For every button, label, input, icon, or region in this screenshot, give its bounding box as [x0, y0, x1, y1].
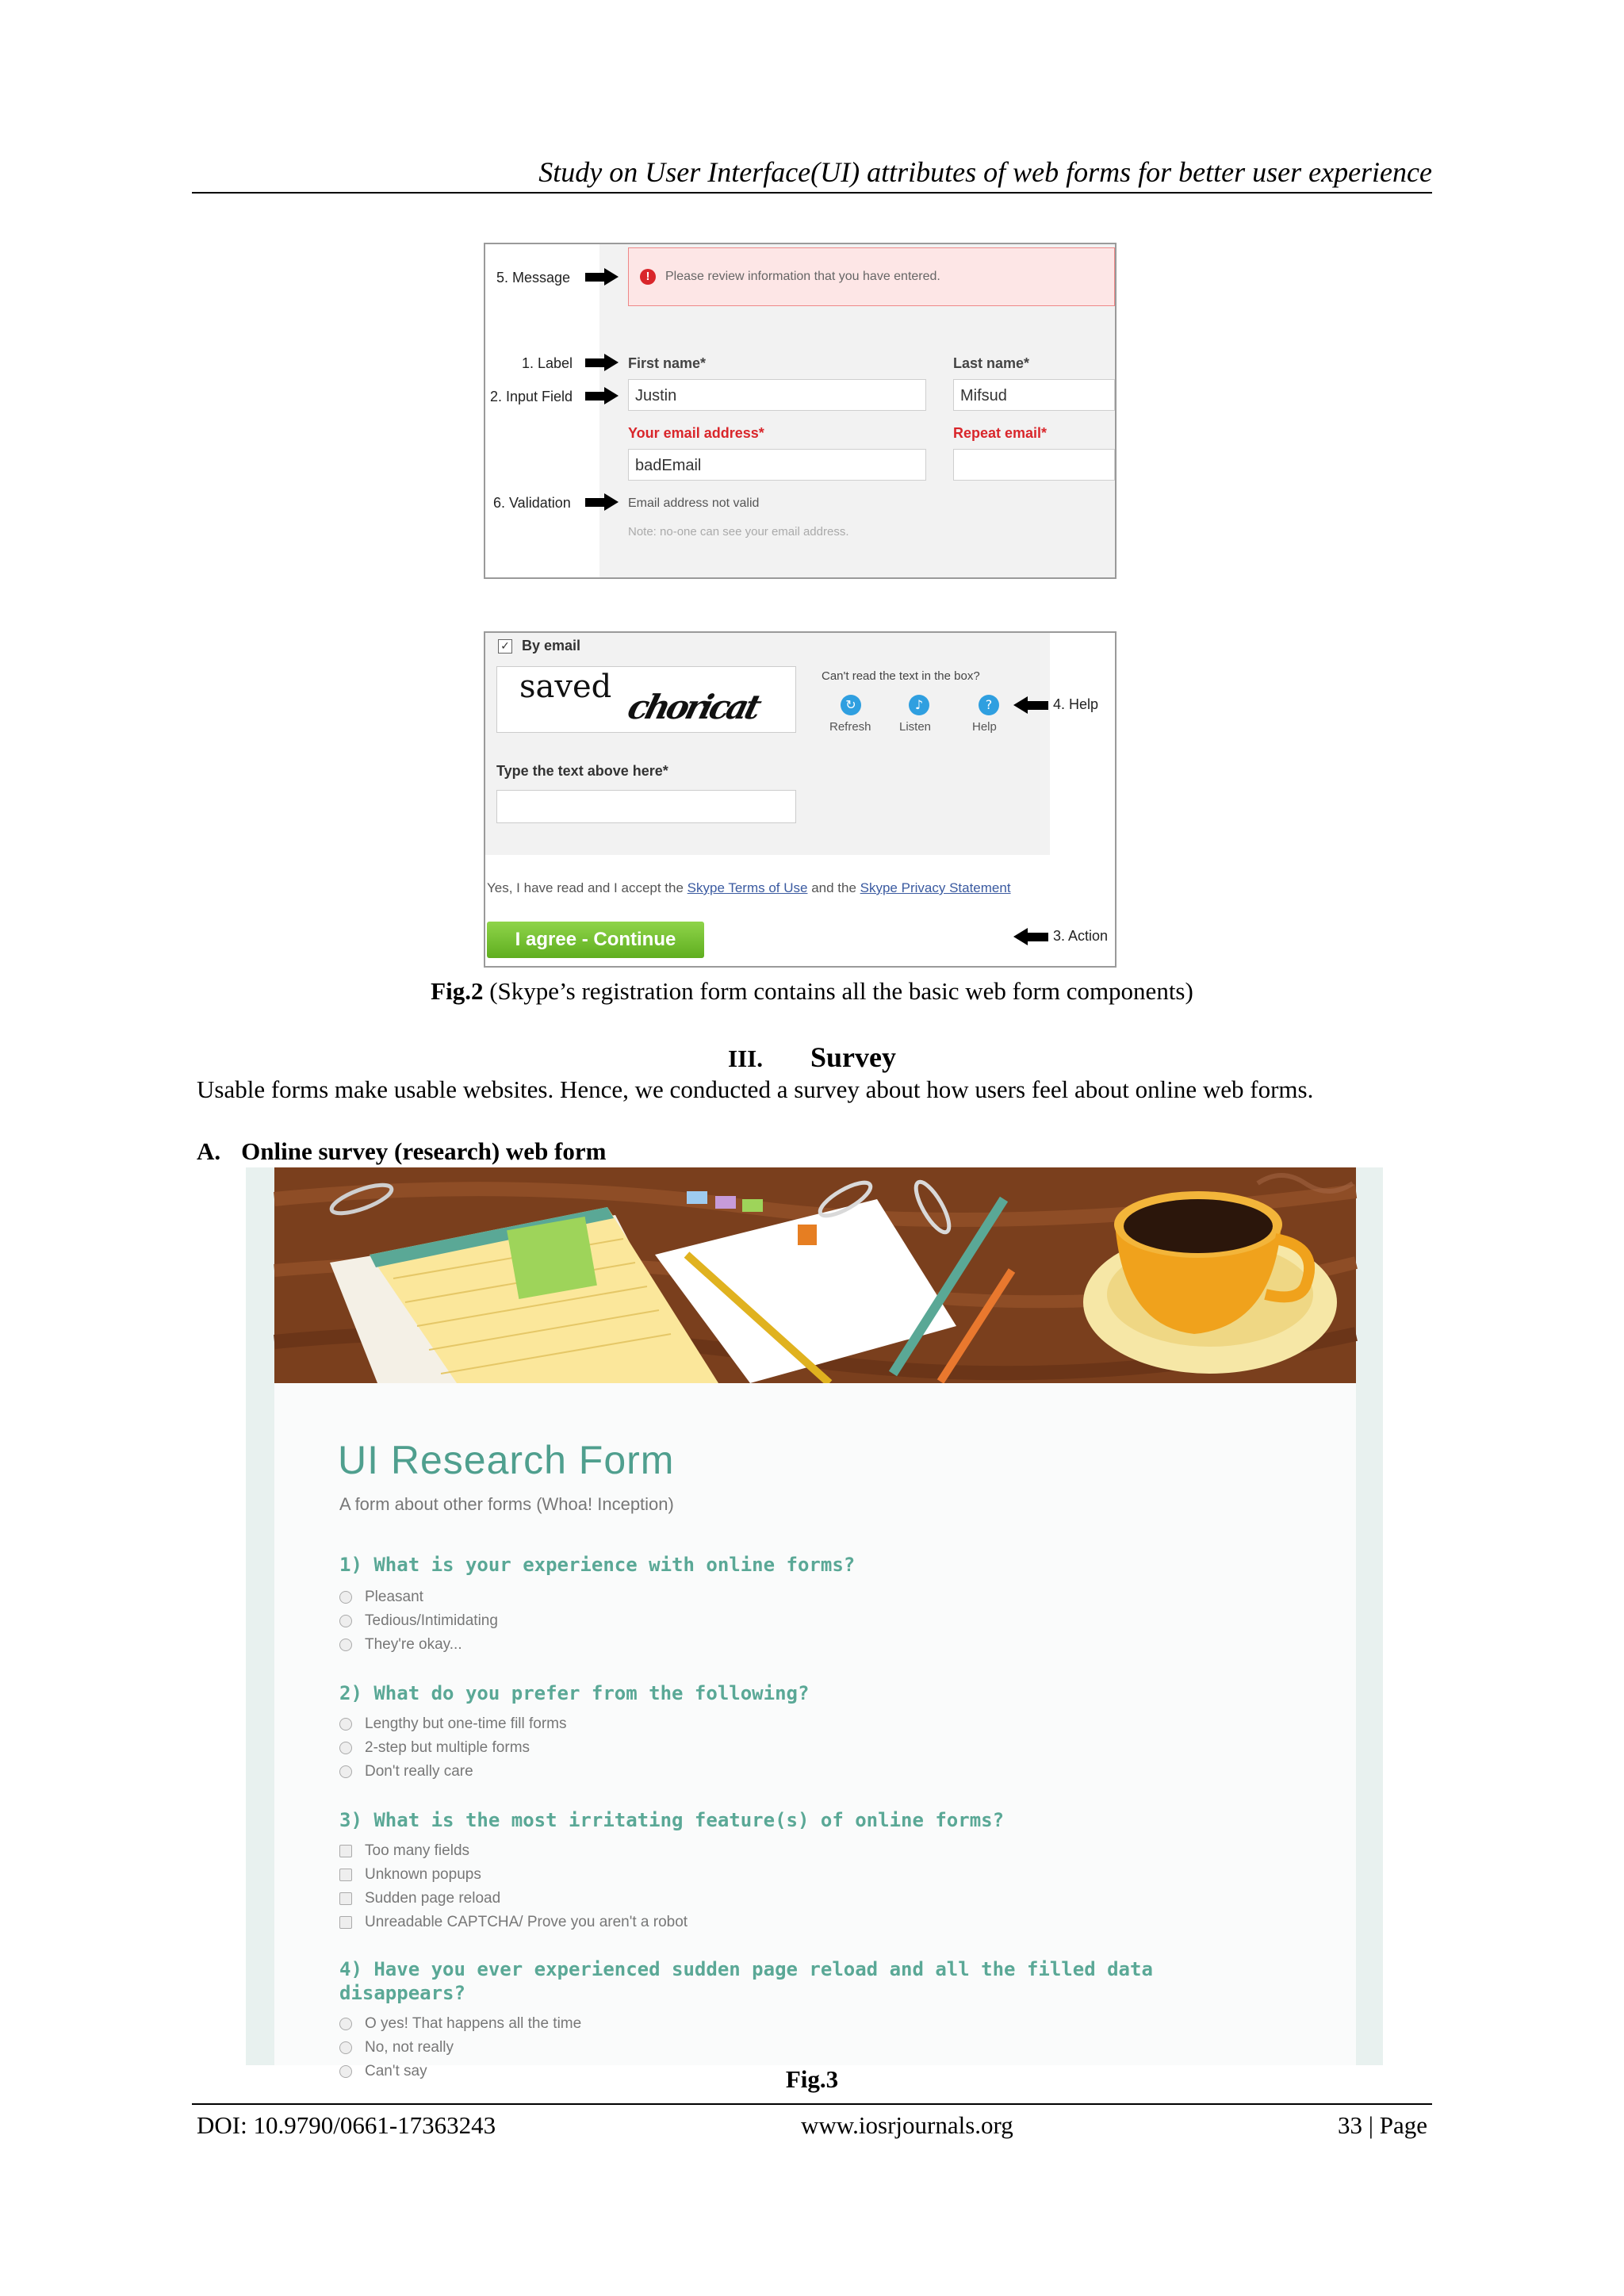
footer-doi: DOI: 10.9790/0661-17363243: [197, 2111, 496, 2139]
email-note: Note: no-one can see your email address.: [628, 525, 849, 539]
radio-button[interactable]: [339, 1591, 352, 1604]
last-name-input[interactable]: Mifsud: [953, 379, 1115, 411]
question-2: 2) What do you prefer from the following?: [339, 1682, 810, 1704]
by-email-checkbox[interactable]: ✓: [498, 639, 512, 654]
option-row[interactable]: Unreadable CAPTCHA/ Prove you aren't a robot: [339, 1911, 688, 1934]
email-input[interactable]: badEmail: [628, 449, 926, 481]
header-rule: [192, 192, 1432, 194]
refresh-label: Refresh: [829, 720, 871, 734]
fig2-form-screenshot-bottom: [484, 631, 1116, 968]
help-label: Help: [972, 720, 997, 734]
question-3: 3) What is the most irritating feature(s) of online forms?: [339, 1809, 1005, 1831]
form-subtitle: A form about other forms (Whoa! Inception): [339, 1494, 674, 1514]
form-title: UI Research Form: [338, 1438, 675, 1482]
listen-label: Listen: [899, 720, 932, 734]
option-row[interactable]: Tedious/Intimidating: [339, 1610, 498, 1632]
checkbox[interactable]: [339, 1845, 352, 1857]
captcha-word-2: choricat: [623, 688, 763, 726]
terms-link[interactable]: Skype Terms of Use: [687, 880, 808, 895]
help-icon[interactable]: ?: [979, 695, 999, 715]
email-label: Your email address*: [628, 425, 764, 441]
error-message-text: Please review information that you have entered.: [665, 270, 940, 283]
option-row[interactable]: Can't say: [339, 2060, 427, 2083]
last-name-label: Last name*: [953, 355, 1030, 371]
fig2-caption: Fig.2 (Skype’s registration form contains all the basic web form components): [431, 977, 1193, 1005]
callout-label: 1. Label: [522, 355, 573, 371]
radio-button[interactable]: [339, 1615, 352, 1627]
arrow-right-icon: [585, 493, 620, 511]
running-header: Study on User Interface(UI) attributes of web forms for better user experience: [538, 156, 1432, 188]
checkbox[interactable]: [339, 1892, 352, 1905]
arrow-left-icon: [1013, 928, 1048, 945]
checkbox[interactable]: [339, 1916, 352, 1929]
callout-validation: 6. Validation: [493, 495, 571, 511]
option-row[interactable]: Pleasant: [339, 1586, 423, 1608]
arrow-left-icon: [1013, 696, 1048, 714]
captcha-input[interactable]: [496, 790, 796, 823]
radio-button[interactable]: [339, 1639, 352, 1651]
fig3-caption: Fig.3: [785, 2065, 839, 2093]
fig2-form-screenshot-top: [484, 243, 1116, 579]
option-row[interactable]: 2-step but multiple forms: [339, 1737, 530, 1759]
callout-message: 5. Message: [496, 270, 571, 286]
validation-text: Email address not valid: [628, 496, 760, 510]
option-row[interactable]: Lengthy but one-time fill forms: [339, 1713, 567, 1735]
radio-button[interactable]: [339, 1718, 352, 1731]
option-row[interactable]: Too many fields: [339, 1840, 469, 1862]
arrow-right-icon: [585, 387, 620, 404]
callout-action: 3. Action: [1053, 928, 1109, 944]
alert-icon: !: [640, 269, 656, 285]
first-name-input[interactable]: Justin: [628, 379, 926, 411]
option-row[interactable]: O yes! That happens all the time: [339, 2013, 581, 2035]
radio-button[interactable]: [339, 2041, 352, 2054]
captcha-image: [496, 666, 796, 733]
survey-paragraph: Usable forms make usable websites. Hence, we conducted a survey about how users feel about online web forms.: [197, 1075, 1314, 1103]
footer-website: www.iosrjournals.org: [801, 2111, 1013, 2139]
radio-button[interactable]: [339, 2018, 352, 2030]
subsection-heading: A. Online survey (research) web form: [197, 1137, 607, 1165]
option-row[interactable]: Don't really care: [339, 1761, 473, 1783]
privacy-link[interactable]: Skype Privacy Statement: [860, 880, 1011, 895]
footer-rule: [192, 2103, 1432, 2105]
refresh-icon[interactable]: ↻: [841, 695, 861, 715]
question-1: 1) What is your experience with online forms?: [339, 1554, 856, 1576]
section-heading: [192, 1041, 1432, 1074]
error-message-box: [628, 247, 1115, 306]
captcha-word-1: saved: [519, 669, 612, 705]
option-row[interactable]: Sudden page reload: [339, 1888, 500, 1910]
section-title: Survey: [810, 1041, 896, 1073]
cant-read-text: Can't read the text in the box?: [822, 669, 980, 683]
form-header-illustration: [274, 1167, 1356, 1383]
footer-page-number: 33 | Page: [1338, 2111, 1427, 2139]
arrow-right-icon: [585, 354, 620, 371]
section-number: III.: [728, 1045, 763, 1072]
accept-terms-text: Yes, I have read and I accept the Skype Terms of Use and the Skype Privacy Statement: [487, 880, 1011, 895]
question-4: 4) Have you ever experienced sudden page reload and all the filled data disappears?: [339, 1958, 1153, 2004]
captcha-type-label: Type the text above here*: [496, 763, 668, 779]
repeat-email-label: Repeat email*: [953, 425, 1048, 441]
radio-button[interactable]: [339, 1765, 352, 1778]
speaker-icon[interactable]: ♪: [909, 695, 929, 715]
callout-input-field: 2. Input Field: [490, 389, 573, 404]
by-email-label: By email: [522, 638, 581, 654]
agree-continue-button[interactable]: I agree - Continue: [487, 922, 704, 958]
arrow-right-icon: [585, 268, 620, 286]
checkbox[interactable]: [339, 1869, 352, 1881]
callout-help: 4. Help: [1053, 696, 1099, 712]
repeat-email-input[interactable]: [953, 449, 1115, 481]
option-row[interactable]: Unknown popups: [339, 1864, 481, 1886]
option-row[interactable]: No, not really: [339, 2037, 454, 2059]
first-name-label: First name*: [628, 355, 707, 371]
option-row[interactable]: They're okay...: [339, 1634, 462, 1656]
radio-button[interactable]: [339, 1742, 352, 1754]
